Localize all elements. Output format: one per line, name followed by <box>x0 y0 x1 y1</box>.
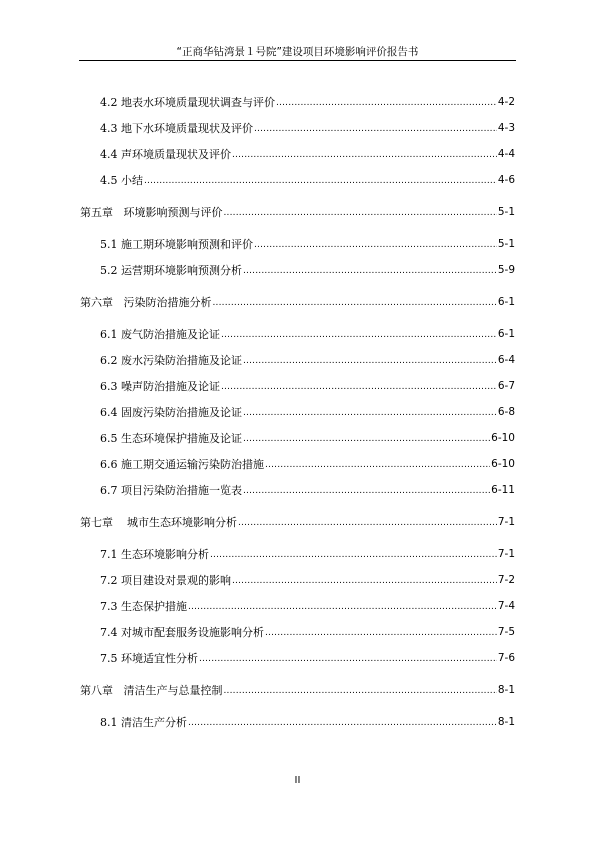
toc-section-entry[interactable] <box>100 574 515 587</box>
toc-entry-label: 第七章 城市生态环境影响分析 <box>80 516 237 529</box>
toc-section-entry[interactable] <box>100 458 515 471</box>
toc-leader-dots <box>188 602 497 613</box>
toc-leader-dots <box>213 298 497 309</box>
toc-entry-page: 4-4 <box>497 148 515 160</box>
toc-entry-page: 6-10 <box>491 432 515 444</box>
toc-section-entry[interactable] <box>100 174 515 187</box>
toc-chapter-entry[interactable] <box>80 206 515 219</box>
toc-leader-dots <box>232 576 497 587</box>
toc-section-entry[interactable] <box>100 600 515 613</box>
toc-entry-label: 8.1 清洁生产分析 <box>100 716 187 729</box>
toc-leader-dots <box>254 240 497 251</box>
toc-entry-page: 6-1 <box>497 296 515 308</box>
toc-entry-page: 8-1 <box>497 716 515 728</box>
toc-section-entry[interactable] <box>100 96 515 109</box>
toc-entry-page: 6-11 <box>491 484 515 496</box>
toc-entry-label: 第五章 环境影响预测与评价 <box>80 206 223 219</box>
toc-section-entry[interactable] <box>100 652 515 665</box>
toc-leader-dots <box>243 266 497 277</box>
toc-leader-dots <box>210 550 497 561</box>
page-number: II <box>294 775 301 786</box>
toc-entry-label: 7.3 生态保护措施 <box>100 600 187 613</box>
toc-entry-label: 7.4 对城市配套服务设施影响分析 <box>100 626 264 639</box>
toc-leader-dots <box>243 486 490 497</box>
toc-leader-dots <box>224 208 497 219</box>
toc-leader-dots <box>221 382 497 393</box>
toc-entry-label: 6.1 废气防治措施及论证 <box>100 328 220 341</box>
toc-entry-label: 6.5 生态环境保护措施及论证 <box>100 432 242 445</box>
toc-entry-label: 7.1 生态环境影响分析 <box>100 548 209 561</box>
toc-section-entry[interactable] <box>100 122 515 135</box>
toc-entry-page: 7-6 <box>497 652 515 664</box>
toc-leader-dots <box>221 330 497 341</box>
toc-entry-page: 6-1 <box>497 328 515 340</box>
toc-entry-page: 5-9 <box>497 264 515 276</box>
toc-leader-dots <box>144 176 497 187</box>
toc-section-entry[interactable] <box>100 406 515 419</box>
toc-entry-page: 8-1 <box>497 684 515 696</box>
toc-leader-dots <box>243 434 490 445</box>
toc-entry-label: 第八章 清洁生产与总量控制 <box>80 684 223 697</box>
toc-section-entry[interactable] <box>100 432 515 445</box>
toc-section-entry[interactable] <box>100 238 515 251</box>
toc-entry-page: 6-10 <box>491 458 515 470</box>
toc-chapter-entry[interactable] <box>80 684 515 697</box>
toc-leader-dots <box>243 356 497 367</box>
toc-chapter-entry[interactable] <box>80 296 515 309</box>
toc-entry-page: 7-4 <box>497 600 515 612</box>
toc-entry-page: 6-4 <box>497 354 515 366</box>
toc-leader-dots <box>265 628 497 639</box>
toc-section-entry[interactable] <box>100 328 515 341</box>
toc-entry-label: 6.4 固废污染防治措施及论证 <box>100 406 242 419</box>
toc-section-entry[interactable] <box>100 484 515 497</box>
toc-leader-dots <box>243 408 497 419</box>
toc-entry-page: 4-3 <box>497 122 515 134</box>
toc-entry-label: 6.6 施工期交通运输污染防治措施 <box>100 458 264 471</box>
toc-entry-page: 5-1 <box>497 238 515 250</box>
toc-leader-dots <box>265 460 490 471</box>
toc-leader-dots <box>276 98 497 109</box>
toc-entry-page: 6-8 <box>497 406 515 418</box>
toc-entry-page: 7-2 <box>497 574 515 586</box>
toc-chapter-entry[interactable] <box>80 516 515 529</box>
toc-section-entry[interactable] <box>100 716 515 729</box>
toc-entry-label: 7.5 环境适宜性分析 <box>100 652 198 665</box>
toc-entry-label: 6.3 噪声防治措施及论证 <box>100 380 220 393</box>
toc-section-entry[interactable] <box>100 264 515 277</box>
toc-entry-label: 第六章 污染防治措施分析 <box>80 296 212 309</box>
toc-leader-dots <box>254 124 497 135</box>
toc-leader-dots <box>232 150 497 161</box>
toc-leader-dots <box>224 686 497 697</box>
toc-leader-dots <box>188 718 497 729</box>
toc-section-entry[interactable] <box>100 148 515 161</box>
toc-entry-label: 5.2 运营期环境影响预测分析 <box>100 264 242 277</box>
toc-section-entry[interactable] <box>100 380 515 393</box>
toc-entry-label: 4.2 地表水环境质量现状调查与评价 <box>100 96 275 109</box>
toc-entry-label: 6.2 废水污染防治措施及论证 <box>100 354 242 367</box>
toc-entry-page: 7-5 <box>497 626 515 638</box>
toc-leader-dots <box>199 654 497 665</box>
toc-leader-dots <box>238 518 497 529</box>
toc-entry-page: 4-6 <box>497 174 515 186</box>
toc-entry-label: 4.4 声环境质量现状及评价 <box>100 148 231 161</box>
toc-entry-page: 6-7 <box>497 380 515 392</box>
toc-section-entry[interactable] <box>100 626 515 639</box>
toc-entry-label: 4.5 小结 <box>100 174 143 187</box>
toc-entry-page: 5-1 <box>497 206 515 218</box>
toc-entry-label: 6.7 项目污染防治措施一览表 <box>100 484 242 497</box>
toc-section-entry[interactable] <box>100 354 515 367</box>
toc-entry-page: 4-2 <box>497 96 515 108</box>
toc-entry-page: 7-1 <box>497 548 515 560</box>
toc-entry-label: 7.2 项目建设对景观的影响 <box>100 574 231 587</box>
toc-entry-label: 5.1 施工期环境影响预测和评价 <box>100 238 253 251</box>
page-header: “正商华钻湾景１号院”建设项目环境影响评价报告书 <box>176 46 419 58</box>
toc-entry-label: 4.3 地下水环境质量现状及评价 <box>100 122 253 135</box>
toc-entry-page: 7-1 <box>497 516 515 528</box>
toc-section-entry[interactable] <box>100 548 515 561</box>
